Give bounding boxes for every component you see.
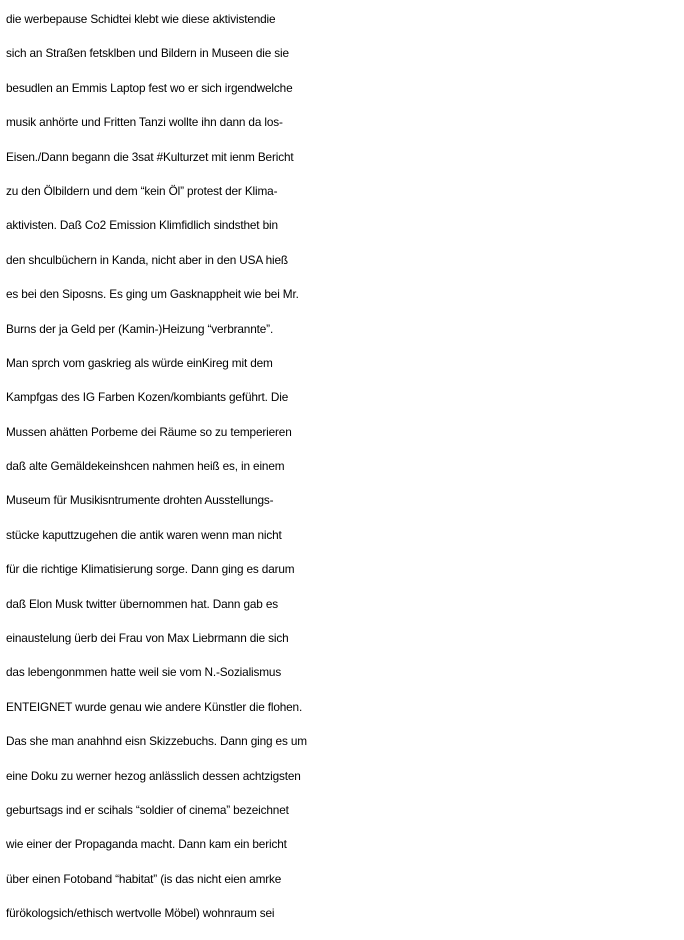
text-line: Man sprch vom gaskrieg als würde einKireg mit dem <box>6 355 273 370</box>
text-line: für die richtige Klimatisierung sorge. Dann ging es darum <box>6 562 295 577</box>
text-line: Burns der ja Geld per (Kamin-)Heizung “verbrannte”. <box>6 321 274 336</box>
text-line: musik anhörte und Fritten Tanzi wollte ihn dann da los- <box>6 115 283 130</box>
text-line: Das she man anahhnd eisn Skizzebuchs. Dann ging es um <box>6 734 307 749</box>
text-line: das lebengonmmen hatte weil sie vom N.-Sozialismus <box>6 665 282 680</box>
text-line: geburtsags ind er scihals “soldier of cinema” bezeichnet <box>6 802 289 817</box>
text-line: Eisen./Dann begann die 3sat #Kulturzet mit ienm Bericht <box>6 149 294 164</box>
text-line: daß Elon Musk twitter übernommen hat. Dann gab es <box>6 596 278 611</box>
text-line: Kampfgas des IG Farben Kozen/kombiants geführt. Die <box>6 390 289 405</box>
text-line: daß alte Gemäldekeinshcen nahmen heiß es, in einem <box>6 459 285 474</box>
body-text <box>6 2 682 931</box>
text-line: eine Doku zu werner hezog anlässlich dessen achtzigsten <box>6 768 301 783</box>
text-line: die werbepause Schidtei klebt wie diese aktivistendie <box>6 12 276 26</box>
text-line: es bei den Siposns. Es ging um Gasknappheit wie bei Mr. <box>6 287 299 302</box>
text-line: ENTEIGNET wurde genau wie andere Künstler die flohen. <box>6 699 303 714</box>
text-line: besudlen an Emmis Laptop fest wo er sich irgendwelche <box>6 80 293 95</box>
text-line: wie einer der Propaganda macht. Dann kam ein bericht <box>6 837 287 852</box>
text-line: Museum für Musikisntrumente drohten Ausstellungs- <box>6 493 274 508</box>
text-line: Mussen ahätten Porbeme dei Räume so zu temperieren <box>6 424 292 439</box>
text-line: stücke kaputtzugehen die antik waren wenn man nicht <box>6 527 282 542</box>
text-line: fürökologsich/ethisch wertvolle Möbel) wohnraum sei <box>6 906 275 921</box>
text-line: aktivisten. Daß Co2 Emission Klimfidlich sindsthet bin <box>6 218 278 233</box>
text-line: den shculbüchern in Kanda, nicht aber in den USA hieß <box>6 252 288 267</box>
text-line: zu den Ölbildern und dem “kein Öl” protest der Klima- <box>6 183 278 198</box>
text-line: einaustelung üerb dei Frau von Max Liebrmann die sich <box>6 631 289 646</box>
text-line: sich an Straßen fetsklben und Bildern in Museen die sie <box>6 46 289 61</box>
text-line: über einen Fotoband “habitat” (is das nicht eien amrke <box>6 871 282 886</box>
